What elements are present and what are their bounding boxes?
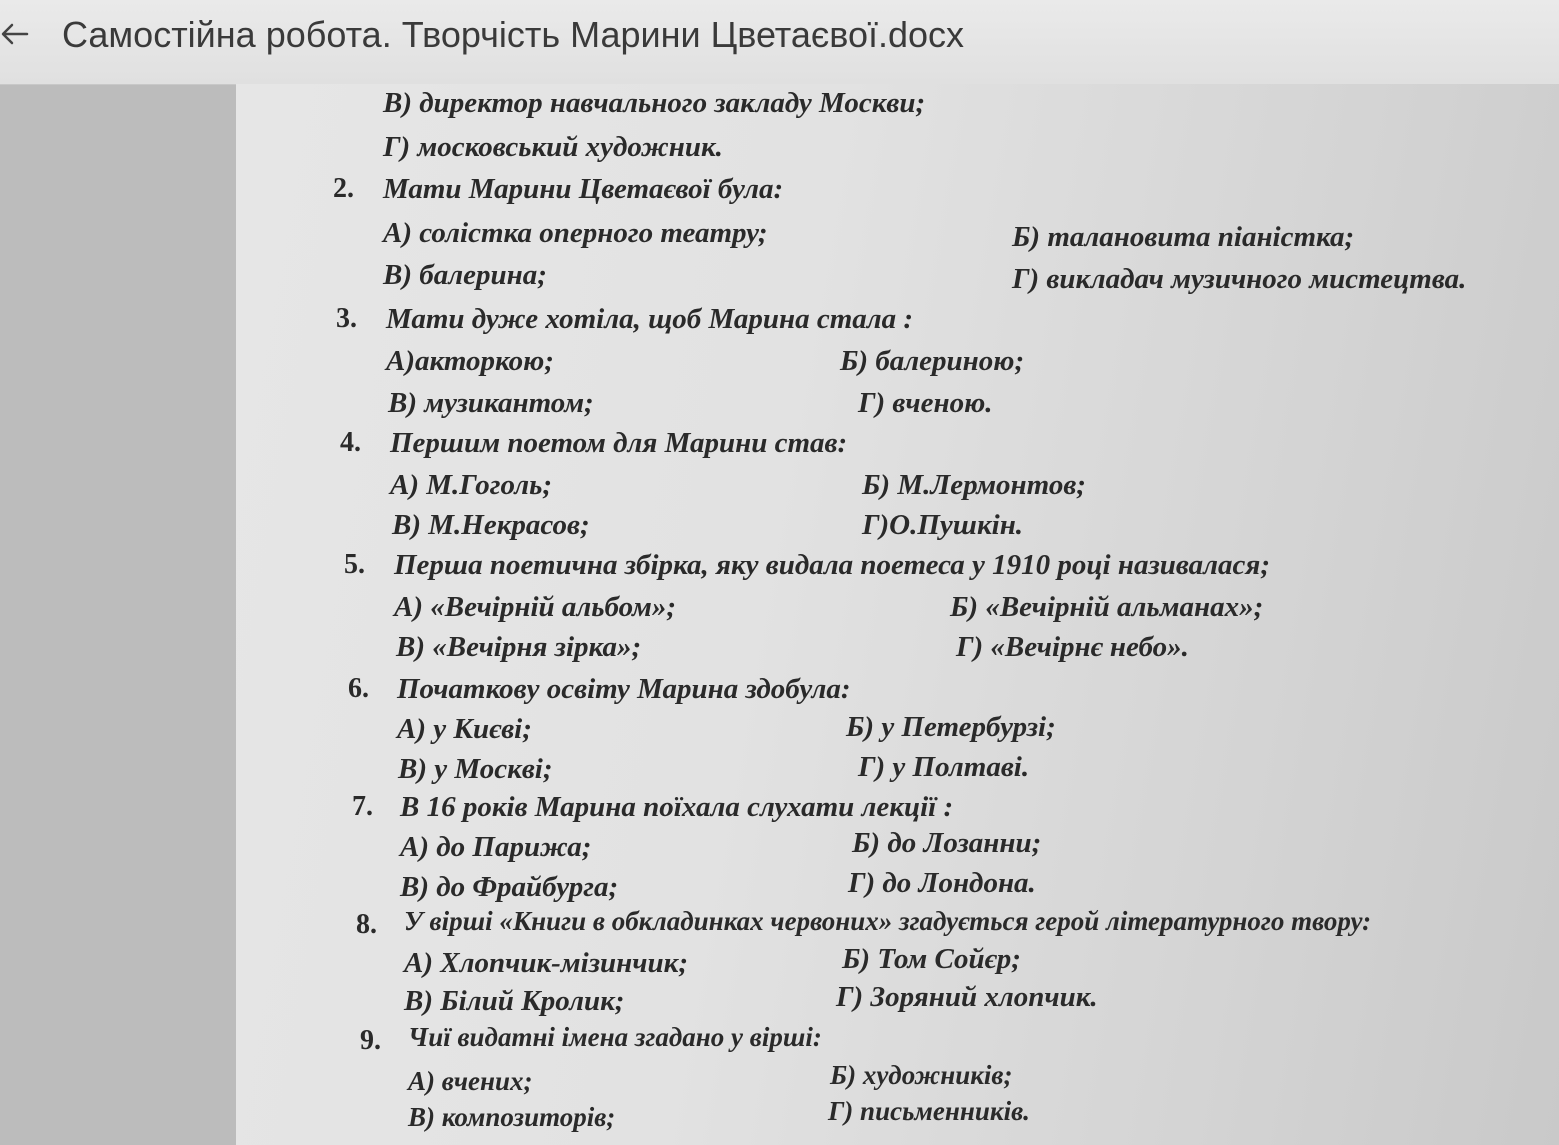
option-g-q1: Г) московський художник.: [383, 131, 723, 163]
question-number: 5.: [344, 549, 365, 580]
option-g: Г) до Лондона.: [848, 867, 1036, 899]
option-v-q1: В) директор навчального закладу Москви;: [383, 87, 926, 119]
question-text: Початкову освіту Марина здобула:: [397, 673, 851, 705]
back-arrow-icon[interactable]: [0, 14, 34, 54]
option-v: В) до Фрайбурга;: [400, 871, 619, 903]
option-b: Б) талановита піаністка;: [1012, 221, 1355, 253]
document-title: Самостійна робота. Творчість Марини Цветаєвої.docx: [62, 14, 965, 55]
option-a: А) у Києві;: [397, 713, 532, 745]
option-v: В) М.Некрасов;: [392, 509, 590, 541]
option-g: Г) Зоряний хлопчик.: [836, 981, 1098, 1013]
option-a: А)акторкою;: [386, 345, 554, 377]
option-v: В) композиторів;: [408, 1102, 616, 1132]
option-b: Б) «Вечірній альманах»;: [950, 591, 1264, 623]
option-a: А) Хлопчик-мізинчик;: [404, 947, 688, 979]
question-text: Мати Марини Цветаєвої була:: [383, 173, 784, 205]
option-g: Г) вченою.: [858, 387, 993, 419]
option-b: Б) балериною;: [840, 345, 1025, 377]
question-text: Чиї видатні імена згадано у вірші:: [408, 1022, 822, 1052]
option-b: Б) М.Лермонтов;: [862, 469, 1086, 501]
option-v: В) Білий Кролик;: [404, 985, 625, 1017]
question-number: 2.: [333, 173, 354, 204]
question-number: 4.: [340, 427, 361, 458]
option-g: Г) у Полтаві.: [858, 751, 1030, 783]
option-v: В) балерина;: [383, 259, 547, 291]
option-a: А) вчених;: [408, 1066, 533, 1096]
option-v: В) у Москві;: [398, 753, 553, 785]
option-a: А) солістка оперного театру;: [383, 217, 768, 249]
question-number: 3.: [336, 303, 357, 334]
app-header: [0, 0, 1559, 85]
question-text: Перша поетична збірка, яку видала поетеса у 1910 році називалася;: [394, 549, 1271, 581]
option-g: Г) «Вечірнє небо».: [956, 631, 1189, 663]
question-text: У вірші «Книги в обкладинках червоних» згадується герой літературного твору:: [404, 906, 1372, 936]
question-text: Першим поетом для Марини став:: [390, 427, 848, 459]
question-number: 6.: [348, 673, 369, 704]
option-g: Г) письменників.: [828, 1096, 1030, 1126]
option-g: Г)О.Пушкін.: [862, 509, 1024, 541]
option-v: В) музикантом;: [388, 387, 594, 419]
option-v: В) «Вечірня зірка»;: [396, 631, 642, 663]
question-text: В 16 років Марина поїхала слухати лекції :: [400, 791, 954, 823]
question-number: 8.: [356, 909, 377, 940]
option-b: Б) у Петербурзі;: [846, 711, 1056, 743]
option-b: Б) Том Сойєр;: [842, 943, 1021, 975]
option-b: Б) до Лозанни;: [852, 827, 1042, 859]
question-number: 7.: [352, 791, 373, 822]
option-a: А) М.Гоголь;: [390, 469, 553, 501]
option-a: А) «Вечірній альбом»;: [394, 591, 677, 623]
option-a: А) до Парижа;: [400, 831, 592, 863]
option-b: Б) художників;: [830, 1060, 1013, 1090]
option-g: Г) викладач музичного мистецтва.: [1012, 263, 1467, 295]
question-text: Мати дуже хотіла, щоб Марина стала :: [386, 303, 914, 335]
question-number: 9.: [360, 1025, 381, 1056]
